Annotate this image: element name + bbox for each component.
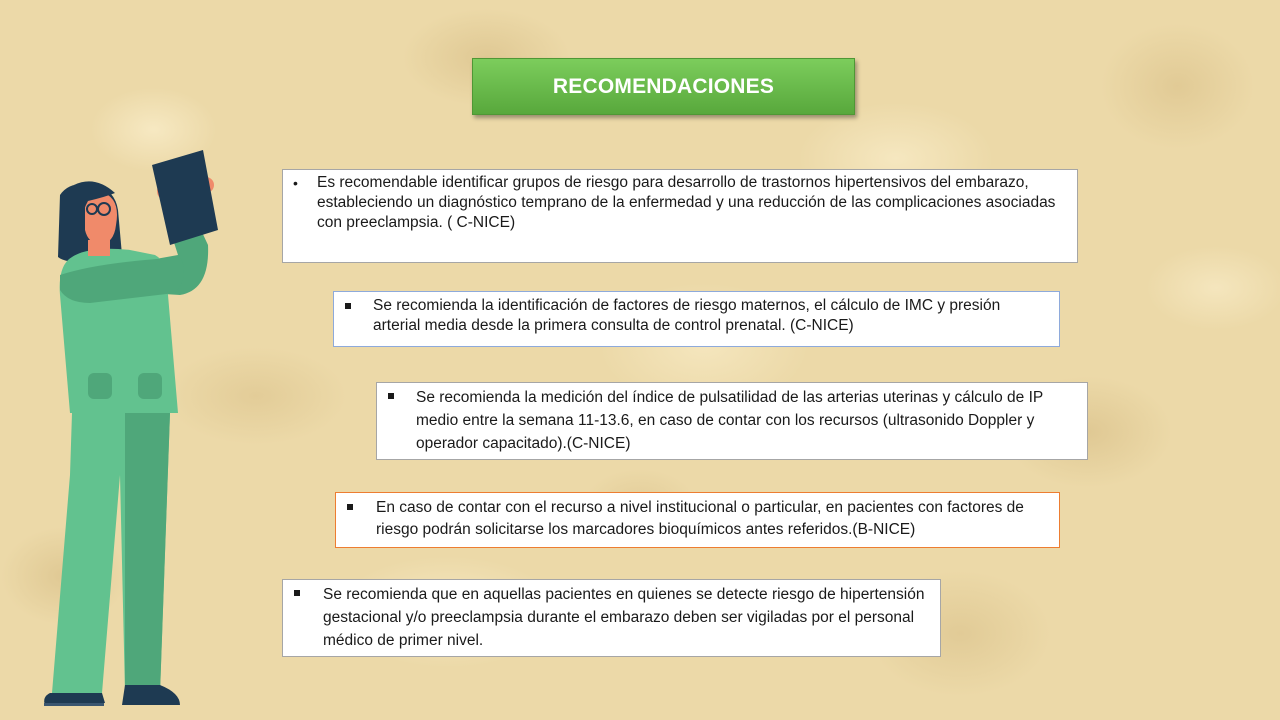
clipboard-icon [152, 150, 218, 245]
recommendation-box-1 [282, 169, 1078, 263]
nurse-illustration [30, 145, 230, 715]
recommendation-text: Se recomienda que en aquellas pacientes en quienes se detecte riesgo de hipertensión gestacional y/o preeclampsia durante el embarazo deben ser vigiladas por el personal médico de primer nivel. [323, 586, 925, 649]
recommendation-box-2 [333, 291, 1060, 347]
list-item [387, 386, 1077, 455]
recommendation-text: Se recomienda la identificación de factores de riesgo maternos, el cálculo de IMC y presión arterial media desde la primera consulta de control prenatal. (C-NICE) [373, 297, 1001, 334]
list-item [293, 583, 930, 652]
recommendation-text: En caso de contar con el recurso a nivel institucional o particular, en pacientes con factores de riesgo podrán solicitarse los marcadores bioquímicos antes referidos.(B-NICE) [376, 499, 1024, 538]
slide-title: RECOMENDACIONES [472, 58, 855, 115]
bullet-dot-icon: • [293, 175, 298, 191]
list-item [344, 296, 1049, 336]
bullet-square-icon [388, 393, 394, 399]
bullet-square-icon [294, 590, 300, 596]
recommendation-text: Es recomendable identificar grupos de riesgo para desarrollo de trastornos hipertensivos del embarazo, estableciendo un diagnóstico temprano de la enfermedad y una reducción de las complicaciones asociadas con preeclampsia. ( C-NICE) [317, 174, 1056, 231]
list-item [293, 173, 1067, 233]
bullet-square-icon [347, 504, 353, 510]
list-item [346, 497, 1049, 541]
recommendation-box-4 [335, 492, 1060, 548]
recommendation-box-5 [282, 579, 941, 657]
recommendation-box-3 [376, 382, 1088, 460]
bullet-square-icon [345, 303, 351, 309]
recommendation-text: Se recomienda la medición del índice de pulsatilidad de las arterias uterinas y cálculo de IP medio entre la semana 11-13.6, en caso de contar con los recursos (ultrasonido Doppler y operador capacitado).(C-NICE) [416, 389, 1043, 452]
